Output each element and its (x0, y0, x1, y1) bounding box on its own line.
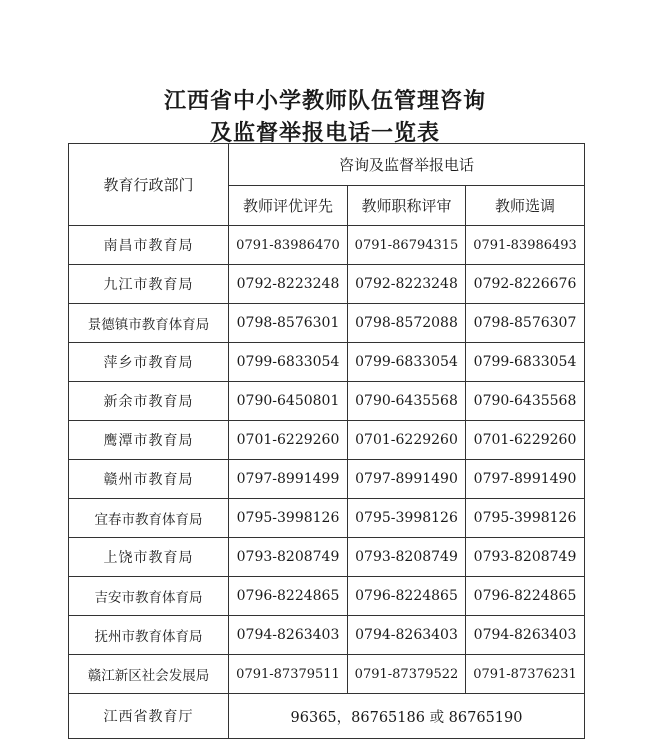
table-header-row (69, 144, 585, 186)
dept-cell: 赣州市教育局 (69, 460, 229, 499)
phone-cell: 0796-8224865 (466, 577, 585, 616)
dept-cell: 鹰潭市教育局 (69, 421, 229, 460)
phone-cell: 0792-8226676 (466, 265, 585, 304)
phone-cell: 0793-8208749 (466, 538, 585, 577)
phone-cell: 0791-87376231 (466, 655, 585, 694)
phone-cell: 0791-86794315 (348, 226, 466, 265)
col-header-awards: 教师评优评先 (229, 186, 348, 226)
dept-cell: 赣江新区社会发展局 (69, 655, 229, 694)
phone-cell: 0701-6229260 (229, 421, 348, 460)
table-row (69, 343, 585, 382)
phone-cell: 0796-8224865 (229, 577, 348, 616)
phone-cell: 0799-6833054 (229, 343, 348, 382)
dept-cell: 上饶市教育局 (69, 538, 229, 577)
phone-cell: 0799-6833054 (348, 343, 466, 382)
phone-cell: 0797-8991499 (229, 460, 348, 499)
province-row (69, 694, 585, 739)
phone-cell: 0701-6229260 (348, 421, 466, 460)
phone-cell: 0791-83986493 (466, 226, 585, 265)
table-row (69, 304, 585, 343)
phone-cell: 0795-3998126 (348, 499, 466, 538)
page-title-line-1: 江西省中小学教师队伍管理咨询 (163, 89, 486, 114)
table-row (69, 382, 585, 421)
phone-cell: 0796-8224865 (348, 577, 466, 616)
dept-cell: 抚州市教育体育局 (69, 616, 229, 655)
phone-cell: 0798-8576307 (466, 304, 585, 343)
dept-cell: 萍乡市教育局 (69, 343, 229, 382)
phone-cell: 0790-6450801 (229, 382, 348, 421)
phone-cell: 0791-87379511 (229, 655, 348, 694)
phone-cell: 0793-8208749 (348, 538, 466, 577)
table-row (69, 265, 585, 304)
dept-cell: 新余市教育局 (69, 382, 229, 421)
table-row (69, 421, 585, 460)
phone-cell: 0791-83986470 (229, 226, 348, 265)
phone-cell: 0795-3998126 (466, 499, 585, 538)
table-row (69, 538, 585, 577)
phone-cell: 0799-6833054 (466, 343, 585, 382)
phone-cell: 0791-87379522 (348, 655, 466, 694)
dept-cell: 南昌市教育局 (69, 226, 229, 265)
phone-cell: 0794-8263403 (229, 616, 348, 655)
col-header-selection: 教师选调 (466, 186, 585, 226)
phone-cell: 0797-8991490 (348, 460, 466, 499)
col-header-title-review: 教师职称评审 (348, 186, 466, 226)
dept-column-header: 教育行政部门 (69, 144, 229, 226)
phone-cell: 0790-6435568 (348, 382, 466, 421)
phone-cell: 0795-3998126 (229, 499, 348, 538)
table-row (69, 499, 585, 538)
dept-cell: 九江市教育局 (69, 265, 229, 304)
phone-cell: 0792-8223248 (229, 265, 348, 304)
group-column-header: 咨询及监督举报电话 (229, 144, 585, 186)
phone-cell: 0798-8576301 (229, 304, 348, 343)
phone-cell: 0701-6229260 (466, 421, 585, 460)
phone-cell: 0798-8572088 (348, 304, 466, 343)
dept-cell: 吉安市教育体育局 (69, 577, 229, 616)
contact-table (68, 143, 585, 739)
phone-cell: 0790-6435568 (466, 382, 585, 421)
table-row (69, 577, 585, 616)
phone-cell: 0792-8223248 (348, 265, 466, 304)
table-row (69, 460, 585, 499)
phone-cell: 0794-8263403 (466, 616, 585, 655)
table-row (69, 226, 585, 265)
phone-cell: 0797-8991490 (466, 460, 585, 499)
phone-cell: 0793-8208749 (229, 538, 348, 577)
province-phones-cell: 96365，86765186 或 86765190 (229, 694, 585, 739)
dept-cell: 景德镇市教育体育局 (69, 304, 229, 343)
dept-cell: 宜春市教育体育局 (69, 499, 229, 538)
table-row (69, 616, 585, 655)
province-dept-cell: 江西省教育厅 (69, 694, 229, 739)
phone-cell: 0794-8263403 (348, 616, 466, 655)
table-row (69, 655, 585, 694)
page-title-line-2: 及监督举报电话一览表 (209, 121, 440, 146)
